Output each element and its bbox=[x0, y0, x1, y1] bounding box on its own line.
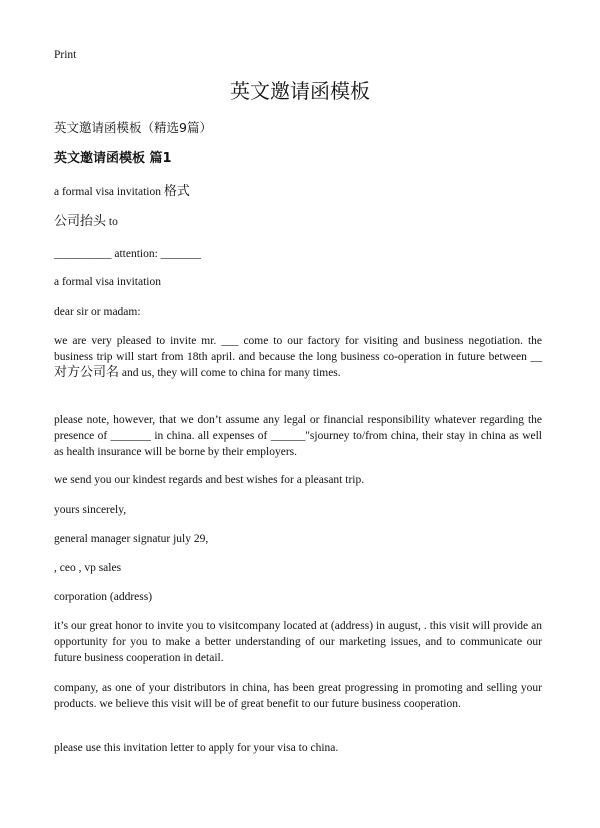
paragraph-1-cjk: 对方公司名 bbox=[54, 365, 120, 380]
titles-line: , ceo , vp sales bbox=[54, 562, 122, 574]
paragraph-3: we send you our kindest regards and best wishes for a pleasant trip. bbox=[54, 474, 365, 486]
paragraph-1-before: we are very pleased to invite mr. ___ come to our factory for visiting and business negotiation. the business trip will start from 18th april. and because the long business co-operation in future between __ bbox=[54, 335, 542, 363]
paragraph-1-after: and us, they will come to china for many times. bbox=[119, 367, 341, 379]
company-header-suffix: to bbox=[106, 216, 118, 228]
paragraph-1 bbox=[54, 333, 542, 381]
paragraph-6: please use this invitation letter to apply for your visa to china. bbox=[54, 742, 339, 754]
page-title: 英文邀请函模板 bbox=[230, 79, 370, 103]
salutation: dear sir or madam: bbox=[54, 306, 141, 318]
print-label: Print bbox=[54, 49, 77, 61]
corporation-line: corporation (address) bbox=[54, 591, 153, 603]
paragraph-5: company, as one of your distributors in china, has been great progressing in promoting and selling your products. we believe this visit will be of great benefit to our future business cooperation. bbox=[54, 682, 542, 710]
company-header-line bbox=[54, 214, 118, 230]
paragraph-2: please note, however, that we don’t assume any legal or financial responsibility whatever regarding the presence of _______ in china. all expenses of ______"sjourney to/from china, their stay in china as well as health insurance will be borne by their employers. bbox=[54, 414, 542, 458]
company-header-cjk: 公司抬头 bbox=[54, 214, 107, 229]
signature-line: general manager signatur july 29, bbox=[54, 533, 209, 545]
formal-invitation-line: a formal visa invitation bbox=[54, 276, 161, 288]
format-label-cjk: 格式 bbox=[163, 184, 190, 199]
attention-line: __________ attention: _______ bbox=[54, 248, 201, 260]
format-label bbox=[54, 184, 190, 200]
subtitle: 英文邀请函模板（精选9篇） bbox=[54, 120, 212, 135]
section-heading: 英文邀请函模板 篇1 bbox=[54, 151, 172, 166]
format-label-prefix: a formal visa invitation bbox=[54, 186, 164, 198]
paragraph-4: it’s our great honor to invite you to visitcompany located at (address) in august, . this visit will provide an opportunity for you to make a better understanding of our marketing issues, and to communicate our future business cooperation in detail. bbox=[54, 620, 542, 664]
closing: yours sincerely, bbox=[54, 504, 127, 516]
